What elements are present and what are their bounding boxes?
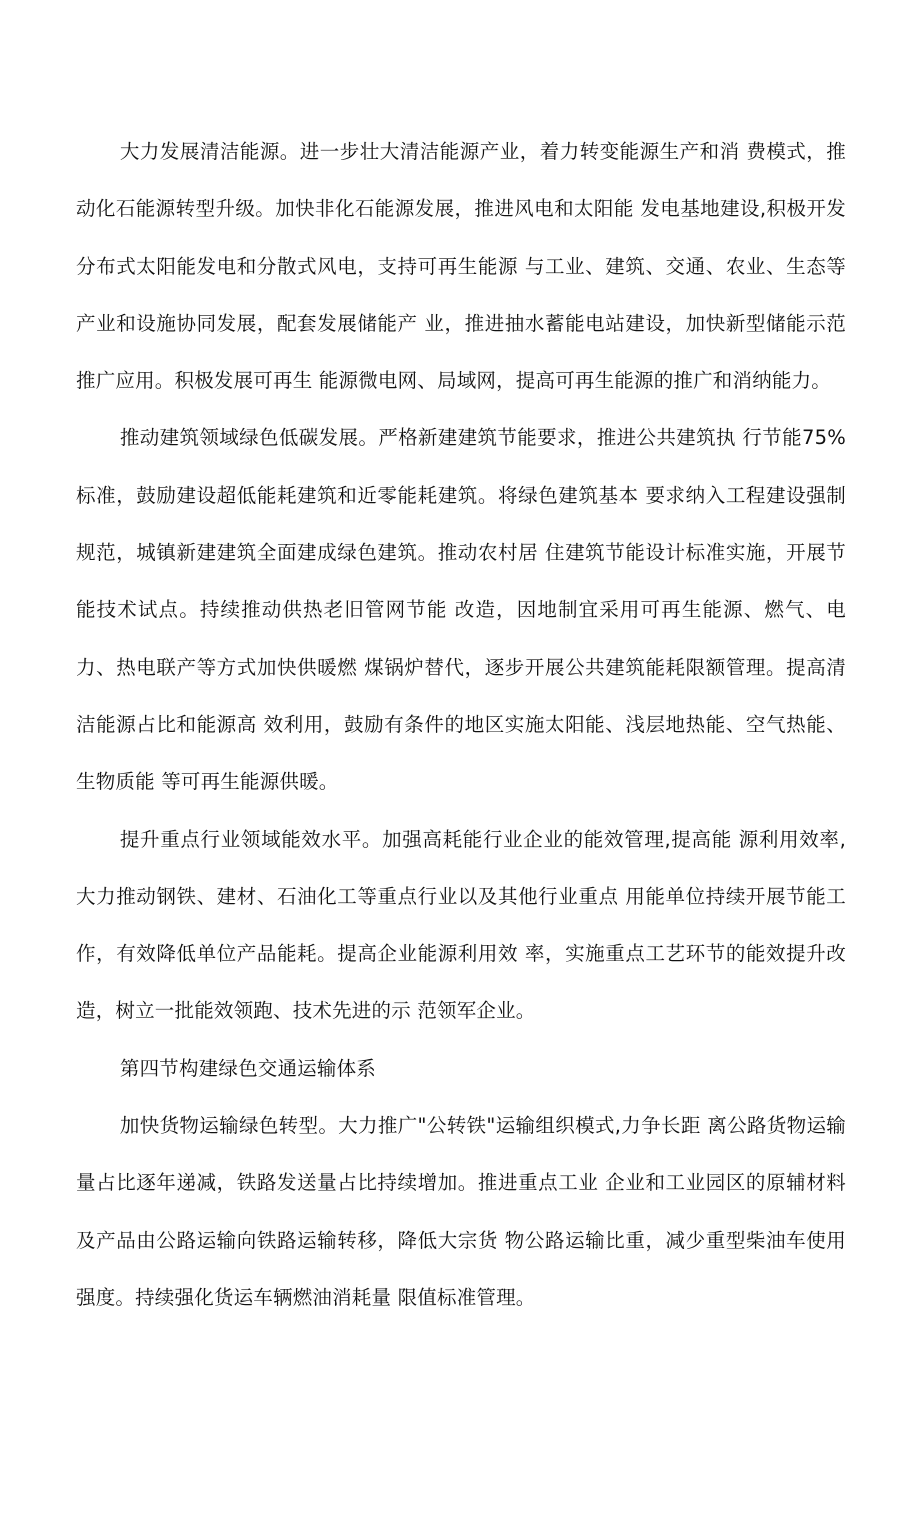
- paragraph-industry-efficiency: 提升重点行业领域能效水平。加强高耗能行业企业的能效管理,提高能 源利用效率,大力推动钢铁、建材、石油化工等重点行业以及其他行业重点 用能单位持续开展节能工作，有效降低单位产品能耗。提高企业能源利用效 率，实施重点工艺环节的能效提升改造，树立一批能效领跑、技术先进的示 范领军企业。: [76, 827, 846, 1023]
- paragraph-green-buildings: 推动建筑领域绿色低碳发展。严格新建建筑节能要求，推进公共建筑执 行节能75%标准，鼓励建设超低能耗建筑和近零能耗建筑。将绿色建筑基本 要求纳入工程建设强制规范，城镇新建建筑全面建成绿色建筑。推动农村居 住建筑节能设计标准实施，开展节能技术试点。持续推动供热老旧管网节能 改造，因地制宜采用可再生能源、燃气、电力、热电联产等方式加快供暖燃 煤锅炉替代，逐步开展公共建筑能耗限额管理。提高清洁能源占比和能源高 效利用，鼓励有条件的地区实施太阳能、浅层地热能、空气热能、生物质能 等可再生能源供暖。: [76, 426, 846, 794]
- section-heading: 第四节构建绿色交通运输体系: [119, 1056, 376, 1080]
- document-body: [76, 123, 846, 1326]
- paragraph-clean-energy: 大力发展清洁能源。进一步壮大清洁能源产业，着力转变能源生产和消 费模式，推动化石能源转型升级。加快非化石能源发展，推进风电和太阳能 发电基地建设,积极开发分布式太阳能发电和分散式风电，支持可再生能源 与工业、建筑、交通、农业、生态等产业和设施协同发展，配套发展储能产 业，推进抽水蓄能电站建设，加快新型储能示范推广应用。积极发展可再生 能源微电网、局域网，提高可再生能源的推广和消纳能力。: [76, 140, 846, 393]
- paragraph-freight-transport: 加快货物运输绿色转型。大力推广"公转铁"运输组织模式,力争长距 离公路货物运输量占比逐年递减，铁路发送量占比持续增加。推进重点工业 企业和工业园区的原辅材料及产品由公路运输向铁路运输转移，降低大宗货 物公路运输比重，减少重型柴油车使用强度。持续强化货运车辆燃油消耗量 限值标准管理。: [76, 1114, 846, 1309]
